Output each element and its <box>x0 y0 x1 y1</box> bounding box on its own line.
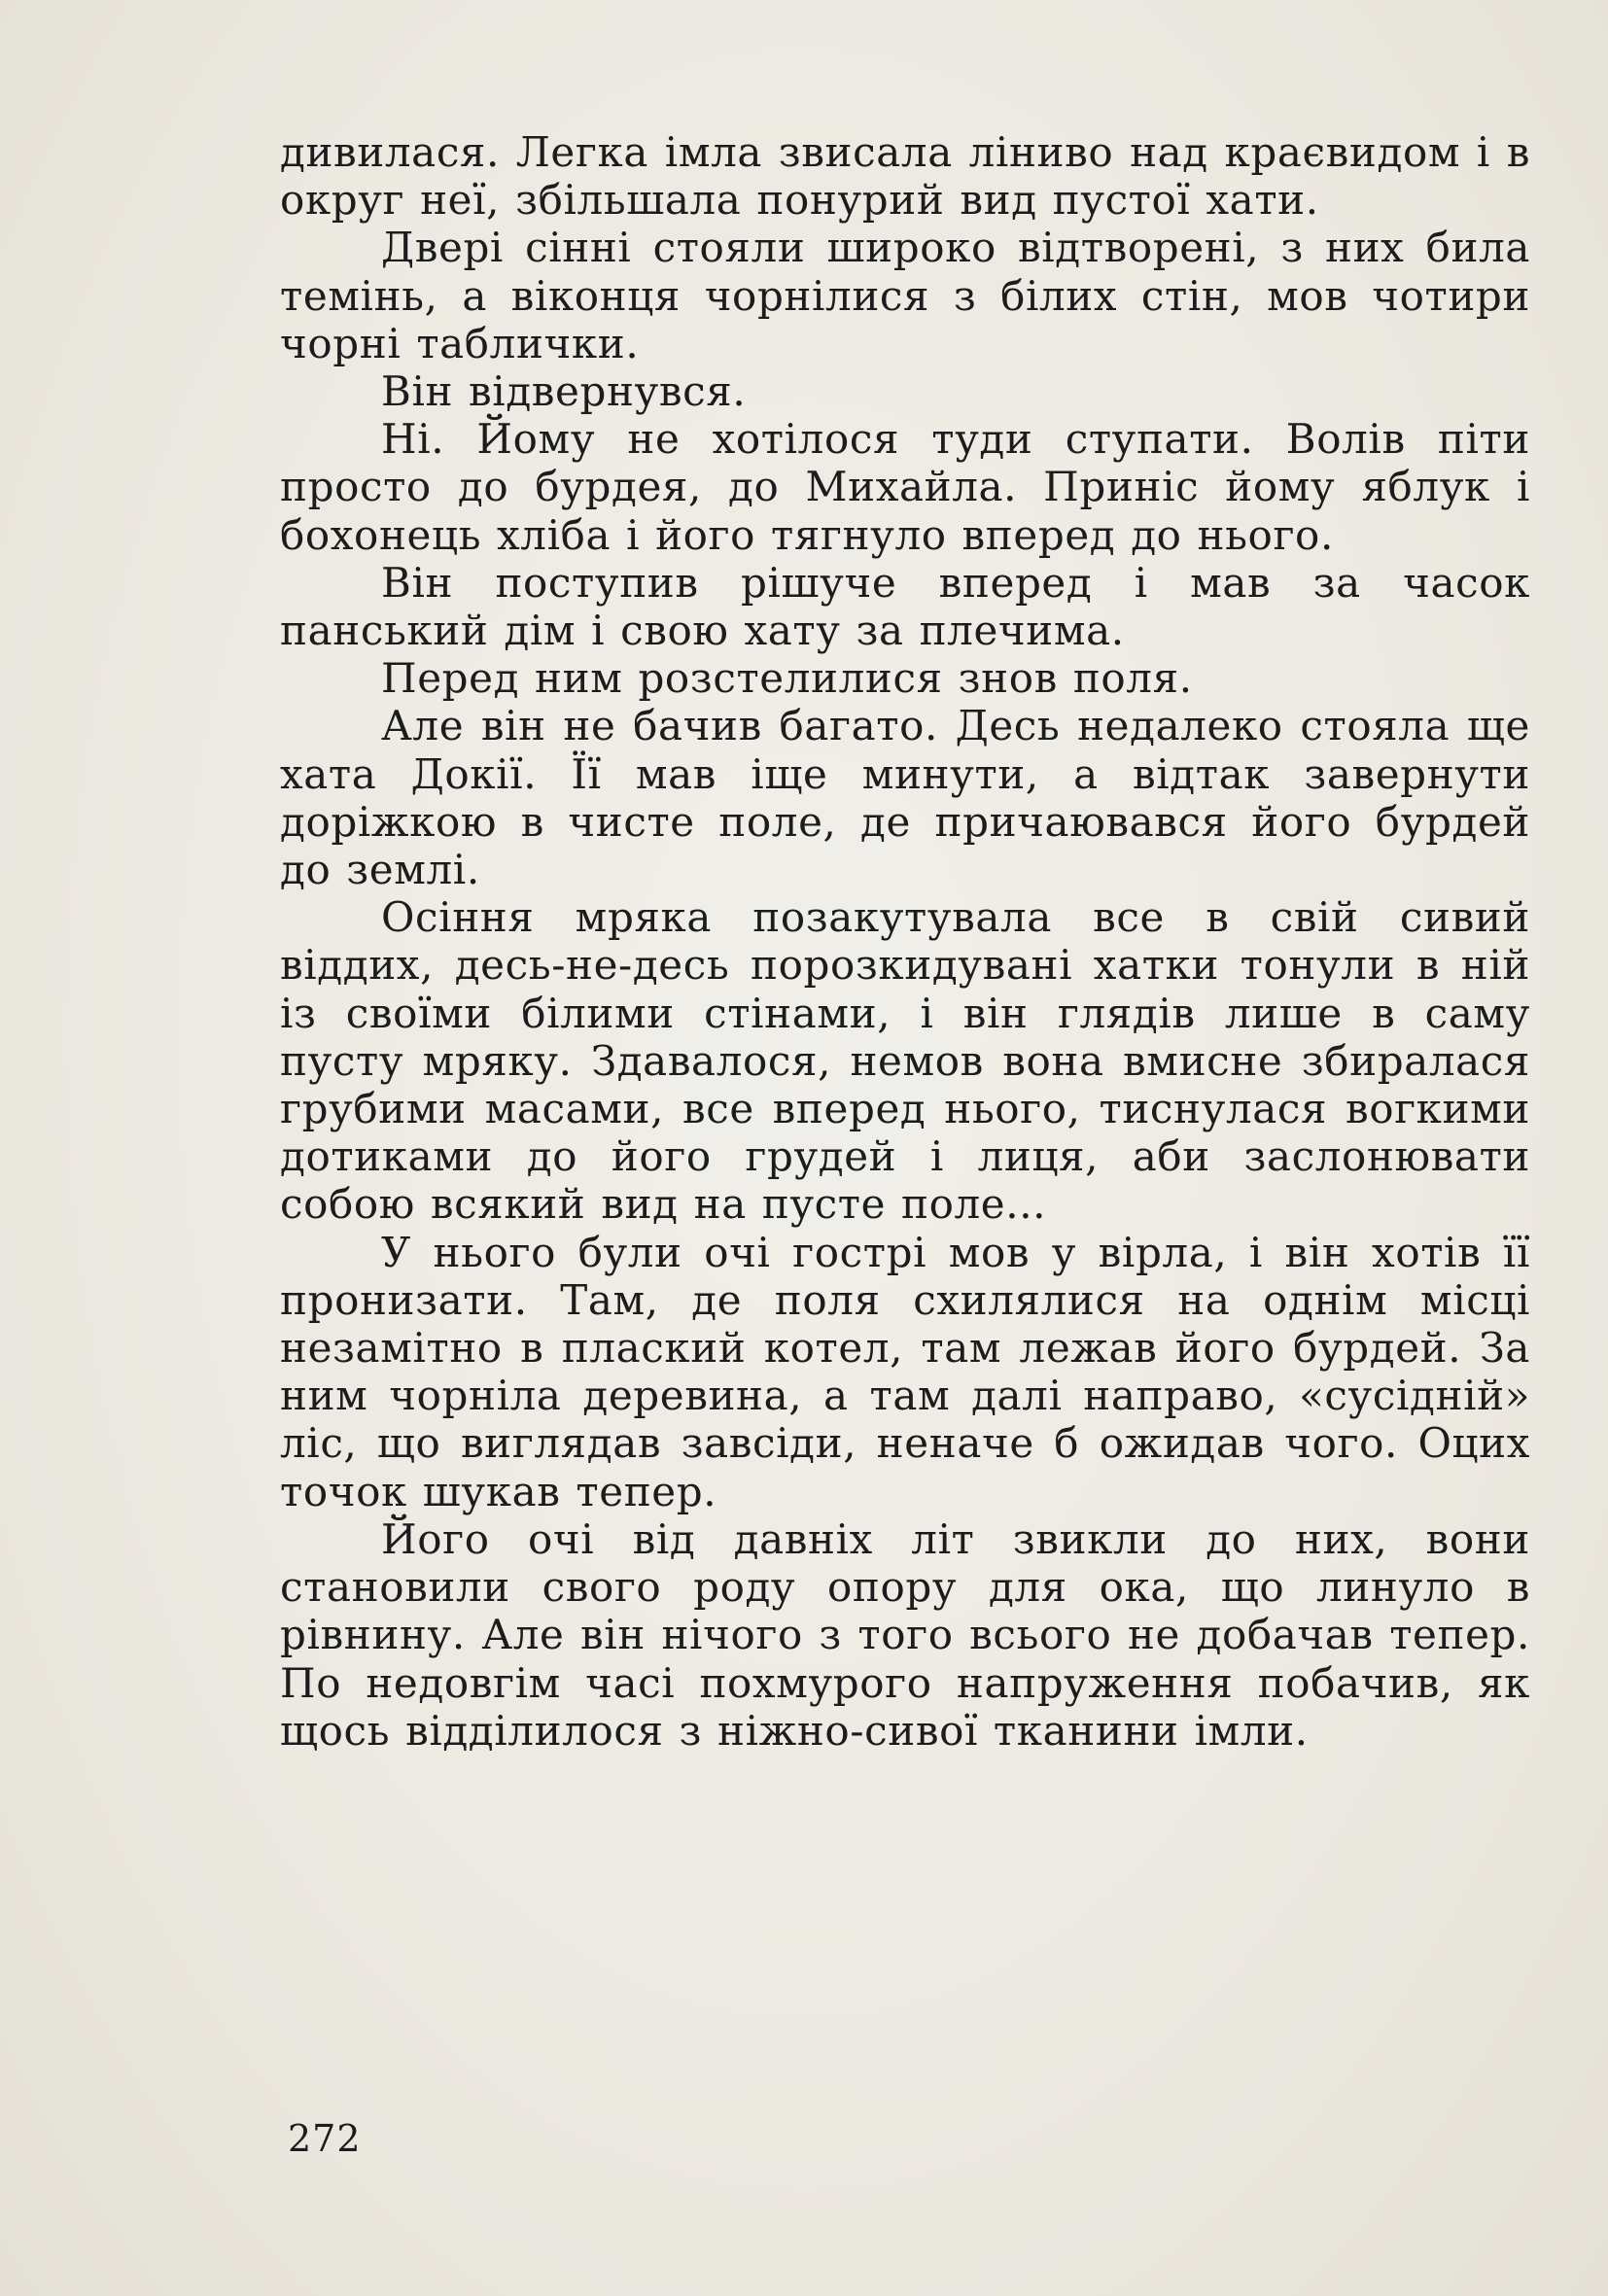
paragraph-10: Його очі від давніх літ звикли до них, вони становили свого роду опору для ока, що линуло в рівнину. Але він нічого з того всього не добачав тепер. По недовгім часі похмурого напруження побачив, як щось відділилося з ніжно-сивої тканини імли. <box>280 1514 1530 1755</box>
paragraph-5: Він поступив рішуче вперед і мав за часок панський дім і свою хату за плечима. <box>280 558 1530 655</box>
paragraph-8: Осіння мряка позакутувала все в свій сивий віддих, десь-не-десь порозкидувані хатки тонули в ній із своїми білими стінами, і він глядів лише в саму пусту мряку. Здавалося, немов вона вмисне збиралася грубими масами, все вперед нього, тиснулася вогкими дотиками до його грудей і лиця, аби заслонювати собою всякий вид на пусте поле... <box>280 893 1530 1229</box>
paragraph-2: Двері сінні стояли широко відтворені, з них била темінь, а віконця чорнілися з білих стін, мов чотири чорні таблички. <box>280 224 1530 367</box>
paragraph-7: Але він не бачив багато. Десь недалеко стояла ще хата Докії. Її мав іще минути, а відтак завернути доріжкою в чисте поле, де причаювався його бурдей до землі. <box>280 702 1530 894</box>
paragraph-3: Він відвернувся. <box>381 367 747 416</box>
paragraph-6: Перед ним розстелилися знов поля. <box>381 654 1193 703</box>
body-text <box>280 128 1530 1755</box>
paragraph-4: Ні. Йому не хотілося туди ступати. Волів піти просто до бурдея, до Михайла. Приніс йому яблук і бохонець хліба і його тягнуло вперед до нього. <box>280 415 1530 559</box>
page-number: 272 <box>288 2117 362 2160</box>
paragraph-9: У нього були очі гострі мов у вірла, і він хотів її пронизати. Там, де поля схилялися на однім місці незамітно в плаский котел, там лежав його бурдей. За ним чорніла деревина, а там далі направо, «сусідній» ліс, що виглядав завсіди, неначе б ожидав чого. Оцих точок шукав тепер. <box>280 1228 1530 1515</box>
paragraph-1: дивилася. Легка імла звисала ліниво над краєвидом і в округ неї, збільшала понурий вид пустої хати. <box>280 128 1530 225</box>
